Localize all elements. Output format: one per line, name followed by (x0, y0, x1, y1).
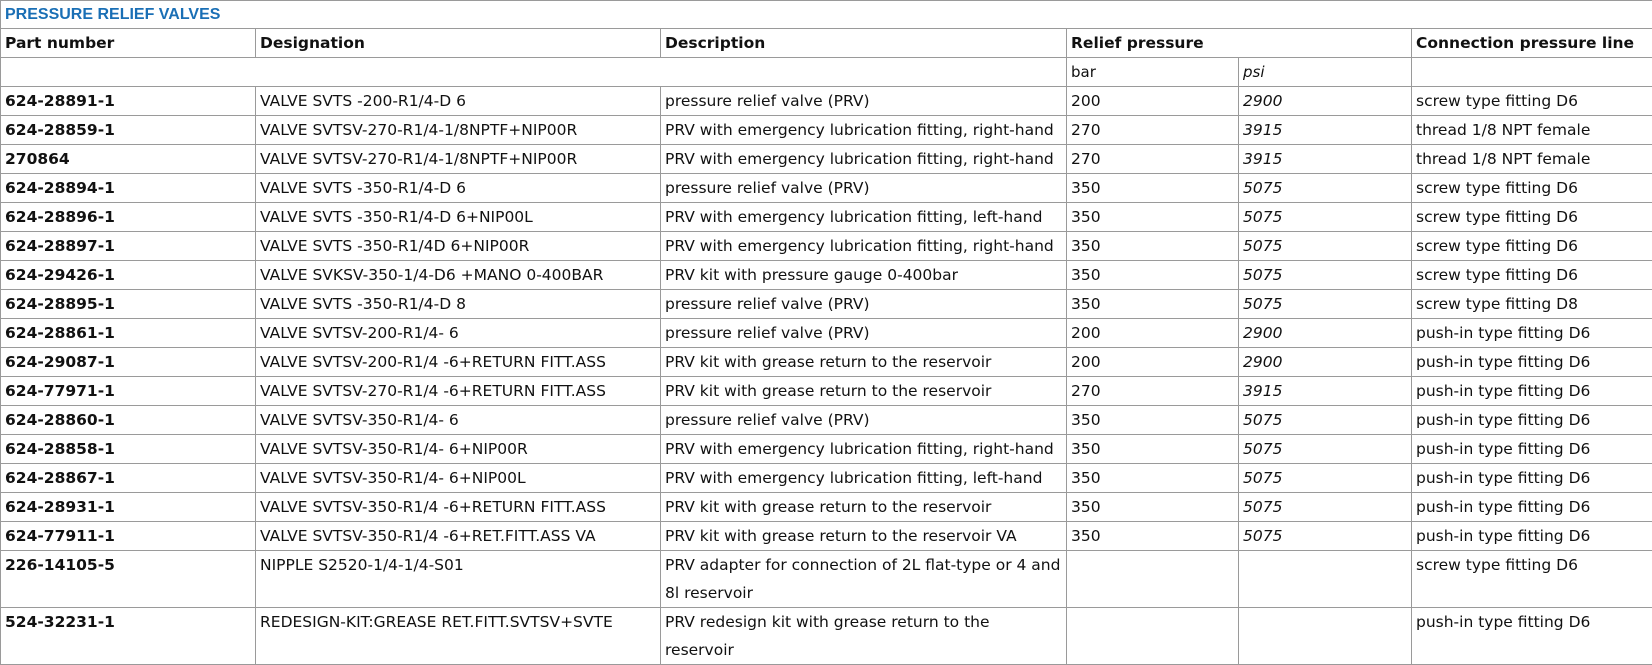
cell-description: PRV adapter for connection of 2L flat-type or 4 and 8l reservoir (661, 551, 1067, 608)
cell-description: PRV with emergency lubrication fitting, right-hand (661, 116, 1067, 145)
cell-designation: VALVE SVTSV-200-R1/4- 6 (256, 319, 661, 348)
cell-psi: 5075 (1239, 232, 1412, 261)
header-description: Description (661, 29, 1067, 58)
cell-psi: 5075 (1239, 435, 1412, 464)
cell-bar: 350 (1067, 464, 1239, 493)
cell-part-number: 624-28931-1 (1, 493, 256, 522)
cell-part-number: 624-28891-1 (1, 87, 256, 116)
cell-description: PRV kit with grease return to the reservoir VA (661, 522, 1067, 551)
cell-connection: screw type fitting D6 (1412, 261, 1652, 290)
table-row (1, 464, 1652, 493)
cell-designation: VALVE SVTSV-270-R1/4 -6+RETURN FITT.ASS (256, 377, 661, 406)
header-part-number: Part number (1, 29, 256, 58)
cell-designation: VALVE SVTSV-350-R1/4 -6+RET.FITT.ASS VA (256, 522, 661, 551)
table-row (1, 145, 1652, 174)
units-row (1, 58, 1652, 87)
cell-bar: 350 (1067, 232, 1239, 261)
cell-bar: 350 (1067, 435, 1239, 464)
table-row (1, 87, 1652, 116)
cell-designation: VALVE SVKSV-350-1/4-D6 +MANO 0-400BAR (256, 261, 661, 290)
cell-part-number: 624-29087-1 (1, 348, 256, 377)
cell-connection: thread 1/8 NPT female (1412, 145, 1652, 174)
cell-connection: screw type fitting D8 (1412, 290, 1652, 319)
cell-description: pressure relief valve (PRV) (661, 174, 1067, 203)
units-spacer (1, 58, 1067, 87)
cell-psi: 3915 (1239, 145, 1412, 174)
cell-connection: screw type fitting D6 (1412, 203, 1652, 232)
table-row (1, 551, 1652, 608)
cell-description: pressure relief valve (PRV) (661, 87, 1067, 116)
cell-designation: VALVE SVTSV-270-R1/4-1/8NPTF+NIP00R (256, 145, 661, 174)
cell-psi: 5075 (1239, 203, 1412, 232)
cell-designation: NIPPLE S2520-1/4-1/4-S01 (256, 551, 661, 608)
table-row (1, 608, 1652, 665)
cell-part-number: 624-28861-1 (1, 319, 256, 348)
cell-bar: 350 (1067, 522, 1239, 551)
cell-bar: 350 (1067, 174, 1239, 203)
cell-connection: screw type fitting D6 (1412, 87, 1652, 116)
cell-connection: push-in type fitting D6 (1412, 464, 1652, 493)
cell-part-number: 270864 (1, 145, 256, 174)
cell-part-number: 624-77911-1 (1, 522, 256, 551)
cell-connection: push-in type fitting D6 (1412, 608, 1652, 665)
table-row (1, 203, 1652, 232)
cell-designation: VALVE SVTSV-270-R1/4-1/8NPTF+NIP00R (256, 116, 661, 145)
cell-part-number: 226-14105-5 (1, 551, 256, 608)
title-row (1, 1, 1652, 29)
cell-psi: 3915 (1239, 116, 1412, 145)
cell-description: PRV kit with pressure gauge 0-400bar (661, 261, 1067, 290)
cell-psi: 2900 (1239, 348, 1412, 377)
cell-psi: 2900 (1239, 87, 1412, 116)
header-connection: Connection pressure line (1412, 29, 1652, 58)
cell-bar: 200 (1067, 87, 1239, 116)
cell-designation: VALVE SVTSV-350-R1/4 -6+RETURN FITT.ASS (256, 493, 661, 522)
cell-bar (1067, 608, 1239, 665)
cell-connection: screw type fitting D6 (1412, 551, 1652, 608)
cell-part-number: 524-32231-1 (1, 608, 256, 665)
cell-bar (1067, 551, 1239, 608)
cell-psi: 5075 (1239, 174, 1412, 203)
header-designation: Designation (256, 29, 661, 58)
cell-bar: 350 (1067, 203, 1239, 232)
cell-connection: push-in type fitting D6 (1412, 522, 1652, 551)
cell-description: PRV with emergency lubrication fitting, left-hand (661, 203, 1067, 232)
cell-connection: push-in type fitting D6 (1412, 319, 1652, 348)
cell-psi: 3915 (1239, 377, 1412, 406)
table-row (1, 290, 1652, 319)
cell-description: pressure relief valve (PRV) (661, 319, 1067, 348)
table-row (1, 522, 1652, 551)
cell-part-number: 624-28858-1 (1, 435, 256, 464)
cell-part-number: 624-77971-1 (1, 377, 256, 406)
table-row (1, 116, 1652, 145)
cell-description: PRV with emergency lubrication fitting, right-hand (661, 145, 1067, 174)
cell-psi: 2900 (1239, 319, 1412, 348)
cell-designation: REDESIGN-KIT:GREASE RET.FITT.SVTSV+SVTE (256, 608, 661, 665)
unit-psi: psi (1239, 58, 1412, 87)
cell-psi: 5075 (1239, 464, 1412, 493)
cell-designation: VALVE SVTSV-350-R1/4- 6 (256, 406, 661, 435)
table-row (1, 174, 1652, 203)
cell-connection: push-in type fitting D6 (1412, 406, 1652, 435)
table-row (1, 348, 1652, 377)
cell-bar: 350 (1067, 261, 1239, 290)
cell-psi (1239, 608, 1412, 665)
cell-designation: VALVE SVTS -350-R1/4D 6+NIP00R (256, 232, 661, 261)
cell-bar: 200 (1067, 319, 1239, 348)
cell-designation: VALVE SVTS -350-R1/4-D 6 (256, 174, 661, 203)
cell-connection: thread 1/8 NPT female (1412, 116, 1652, 145)
cell-psi: 5075 (1239, 290, 1412, 319)
cell-description: PRV kit with grease return to the reservoir (661, 348, 1067, 377)
cell-bar: 270 (1067, 145, 1239, 174)
cell-bar: 270 (1067, 377, 1239, 406)
cell-description: PRV with emergency lubrication fitting, right-hand (661, 232, 1067, 261)
table-title: PRESSURE RELIEF VALVES (1, 1, 1652, 29)
cell-part-number: 624-28897-1 (1, 232, 256, 261)
cell-description: PRV with emergency lubrication fitting, right-hand (661, 435, 1067, 464)
cell-designation: VALVE SVTS -350-R1/4-D 8 (256, 290, 661, 319)
cell-designation: VALVE SVTSV-200-R1/4 -6+RETURN FITT.ASS (256, 348, 661, 377)
units-spacer-right (1412, 58, 1652, 87)
cell-part-number: 624-28859-1 (1, 116, 256, 145)
table-row (1, 377, 1652, 406)
table-row (1, 261, 1652, 290)
cell-description: pressure relief valve (PRV) (661, 406, 1067, 435)
table-row (1, 435, 1652, 464)
table-row (1, 406, 1652, 435)
cell-psi: 5075 (1239, 493, 1412, 522)
cell-bar: 350 (1067, 290, 1239, 319)
cell-connection: push-in type fitting D6 (1412, 493, 1652, 522)
cell-connection: push-in type fitting D6 (1412, 348, 1652, 377)
cell-connection: push-in type fitting D6 (1412, 435, 1652, 464)
cell-psi: 5075 (1239, 406, 1412, 435)
cell-designation: VALVE SVTS -350-R1/4-D 6+NIP00L (256, 203, 661, 232)
cell-part-number: 624-28896-1 (1, 203, 256, 232)
table-body (1, 87, 1652, 665)
table-row (1, 493, 1652, 522)
cell-part-number: 624-28860-1 (1, 406, 256, 435)
cell-designation: VALVE SVTSV-350-R1/4- 6+NIP00R (256, 435, 661, 464)
cell-psi (1239, 551, 1412, 608)
cell-connection: screw type fitting D6 (1412, 232, 1652, 261)
cell-bar: 350 (1067, 406, 1239, 435)
cell-connection: push-in type fitting D6 (1412, 377, 1652, 406)
cell-bar: 350 (1067, 493, 1239, 522)
unit-bar: bar (1067, 58, 1239, 87)
cell-description: pressure relief valve (PRV) (661, 290, 1067, 319)
cell-part-number: 624-28867-1 (1, 464, 256, 493)
cell-psi: 5075 (1239, 522, 1412, 551)
cell-part-number: 624-29426-1 (1, 261, 256, 290)
cell-designation: VALVE SVTSV-350-R1/4- 6+NIP00L (256, 464, 661, 493)
table-row (1, 232, 1652, 261)
cell-description: PRV kit with grease return to the reservoir (661, 377, 1067, 406)
table-row (1, 319, 1652, 348)
cell-part-number: 624-28895-1 (1, 290, 256, 319)
cell-description: PRV kit with grease return to the reservoir (661, 493, 1067, 522)
cell-connection: screw type fitting D6 (1412, 174, 1652, 203)
cell-description: PRV redesign kit with grease return to the reservoir (661, 608, 1067, 665)
cell-designation: VALVE SVTS -200-R1/4-D 6 (256, 87, 661, 116)
cell-bar: 200 (1067, 348, 1239, 377)
cell-psi: 5075 (1239, 261, 1412, 290)
cell-description: PRV with emergency lubrication fitting, left-hand (661, 464, 1067, 493)
cell-bar: 270 (1067, 116, 1239, 145)
cell-part-number: 624-28894-1 (1, 174, 256, 203)
header-relief-pressure: Relief pressure (1067, 29, 1412, 58)
header-row (1, 29, 1652, 58)
